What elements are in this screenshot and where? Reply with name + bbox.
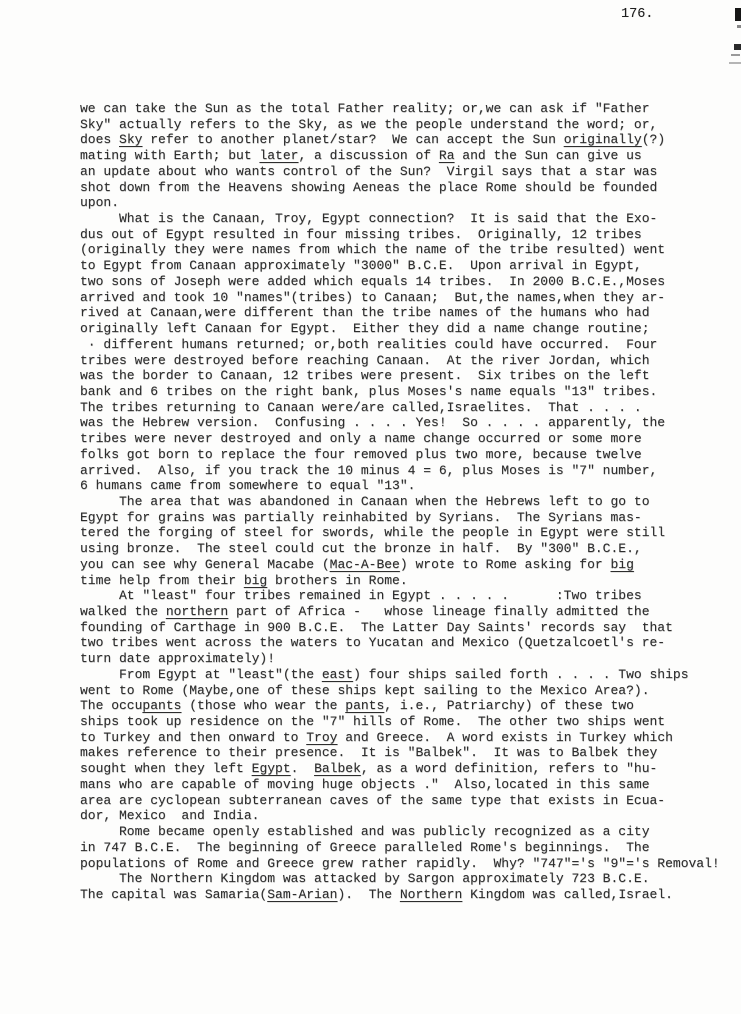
text-line: originally left Canaan for Egypt. Either they did a name change routine;: [80, 321, 650, 337]
underlined-text: big: [243, 572, 268, 588]
text-line: At "least" four tribes remained in Egypt . . . . . :Two tribes: [80, 588, 642, 604]
text-line: tribes were destroyed before reaching Canaan. At the river Jordan, which: [80, 352, 650, 368]
underlined-text: east: [321, 666, 354, 682]
underlined-text: Ra: [438, 148, 455, 164]
text-line: mans who are capable of moving huge objects ." Also,located in this same: [80, 776, 650, 792]
paragraph: [80, 211, 720, 494]
text-line: turn date approximately)!: [80, 651, 276, 667]
text-line: (originally they were names from which the name of the tribe resulted) went: [80, 242, 666, 258]
text-line: What is the Canaan, Troy, Egypt connection? It is said that the Exo-: [80, 211, 658, 227]
underlined-text: big: [610, 556, 634, 572]
text-line: rived at Canaan,were different than the tribe names of the humans who had: [80, 305, 650, 321]
text-line: went to Rome (Maybe,one of these ships kept sailing to the Mexico Area?).: [80, 682, 650, 698]
text-line: bank and 6 tribes on the right bank, plus Moses's name equals "13" tribes.: [80, 383, 658, 399]
underlined-text: pants: [142, 698, 182, 714]
page-number: 176.: [621, 7, 654, 22]
text-line: populations of Rome and Greece grew rather rapidly. Why? "747"='s "9"='s Removal!: [80, 855, 720, 871]
text-line: tered the forging of steel for swords, while the people in Egypt were still: [80, 525, 666, 541]
text-line: using bronze. The steel could cut the bronze in half. By "300" B.C.E.,: [80, 541, 642, 557]
text-line: time help from their big brothers in Rome.: [80, 572, 408, 588]
text-line: The tribes returning to Canaan were/are called,Israelites. That . . . .: [80, 399, 642, 415]
text-line: two tribes went across the waters to Yucatan and Mexico (Quetzalcoetl's re-: [80, 635, 666, 651]
underlined-text: Sam-Arian: [267, 886, 338, 902]
text-line: Sky" actually refers to the Sky, as we the people understand the word; or,: [80, 116, 658, 132]
underlined-text: Northern: [399, 886, 463, 902]
text-line: two sons of Joseph were added which equals 14 tribes. In 2000 B.C.E.,Moses: [80, 273, 666, 289]
text-line: does Sky refer to another planet/star? We can accept the Sun originally(?): [80, 132, 666, 148]
text-line: folks got born to replace the four removed plus two more, because twelve: [80, 446, 642, 462]
text-line: an update about who wants control of the Sun? Virgil says that a star was: [80, 163, 658, 179]
text-line: 6 humans came from somewhere to equal "13".: [80, 478, 416, 494]
text-line: in 747 B.C.E. The beginning of Greece paralleled Rome's beginnings. The: [80, 839, 650, 855]
text-line: you can see why General Macabe (Mac-A-Bee) wrote to Rome asking for big: [80, 556, 634, 572]
text-line: ships took up residence on the "7" hills of Rome. The other two ships went: [80, 714, 666, 730]
underlined-text: Balbek: [314, 761, 361, 777]
text-line: The Northern Kingdom was attacked by Sargon approximately 723 B.C.E.: [80, 871, 650, 887]
text-line: makes reference to their presence. It is "Balbek". It was to Balbek they: [80, 745, 658, 761]
underlined-text: pants: [345, 698, 385, 714]
text-line: arrived. Also, if you track the 10 minus 4 = 6, plus Moses is "7" number,: [80, 462, 658, 478]
document-body: [80, 101, 720, 903]
underlined-text: originally: [563, 132, 642, 148]
paragraph: [80, 101, 720, 211]
text-line: Rome became openly established and was publicly recognized as a city: [80, 824, 650, 840]
scan-artifact-mark: [731, 54, 740, 56]
text-line: mating with Earth; but later, a discussion of Ra and the Sun can give us: [80, 148, 642, 164]
text-line: was the border to Canaan, 12 tribes were present. Six tribes on the left: [80, 368, 650, 384]
underlined-text: Mac-A-Bee: [329, 556, 400, 572]
underlined-text: later: [259, 148, 299, 164]
paragraph: [80, 824, 720, 871]
text-line: to Egypt from Canaan approximately "3000" B.C.E. Upon arrival in Egypt,: [80, 258, 642, 274]
scan-artifact-mark: [735, 8, 741, 21]
scan-artifact-mark: [734, 44, 741, 50]
text-line: The area that was abandoned in Canaan when the Hebrews left to go to: [80, 493, 650, 509]
text-line: upon.: [80, 195, 120, 211]
text-line: The capital was Samaria(Sam-Arian). The Northern Kingdom was called,Israel.: [80, 886, 673, 902]
text-line: The occupants (those who wear the pants, i.e., Patriarchy) of these two: [80, 698, 634, 714]
text-line: shot down from the Heavens showing Aeneas the place Rome should be founded: [80, 179, 658, 195]
text-line: was the Hebrew version. Confusing . . . . Yes! So . . . . apparently, the: [80, 415, 666, 431]
underlined-text: northern: [165, 604, 229, 619]
paragraph: [80, 871, 720, 902]
text-line: sought when they left Egypt. Balbek, as a word definition, refers to "hu-: [80, 761, 658, 777]
underlined-text: Egypt: [251, 761, 291, 777]
text-line: area are cyclopean subterranean caves of the same type that exists in Ecua-: [80, 792, 666, 808]
text-line: · different humans returned; or,both realities could have occurred. Four: [80, 336, 658, 352]
paragraph: [80, 494, 720, 588]
text-line: dus out of Egypt resulted in four missing tribes. Originally, 12 tribes: [80, 226, 642, 242]
text-line: Egypt for grains was partially reinhabited by Syrians. The Syrians mas-: [80, 509, 642, 525]
text-line: to Turkey and then onward to Troy and Greece. A word exists in Turkey which: [80, 729, 673, 745]
text-line: founding of Carthage in 900 B.C.E. The Latter Day Saints' records say that: [80, 619, 673, 635]
paragraph: [80, 667, 720, 824]
text-line: arrived and took 10 "names"(tribes) to Canaan; But,the names,when they ar-: [80, 289, 666, 305]
paragraph: [80, 588, 720, 667]
text-line: dor, Mexico and India.: [80, 808, 260, 824]
scan-artifact-mark: [737, 25, 741, 28]
underlined-text: Troy: [306, 729, 338, 745]
text-line: tribes were never destroyed and only a name change occurred or some more: [80, 431, 642, 447]
scan-artifact-mark: [729, 62, 741, 64]
text-line: walked the northern part of Africa - whose lineage finally admitted the: [80, 604, 650, 619]
underlined-text: Sky: [119, 132, 143, 148]
text-line: we can take the Sun as the total Father reality; or,we can ask if "Father: [80, 101, 650, 116]
text-line: From Egypt at "least"(the east) four ships sailed forth . . . . Two ships: [80, 666, 689, 682]
